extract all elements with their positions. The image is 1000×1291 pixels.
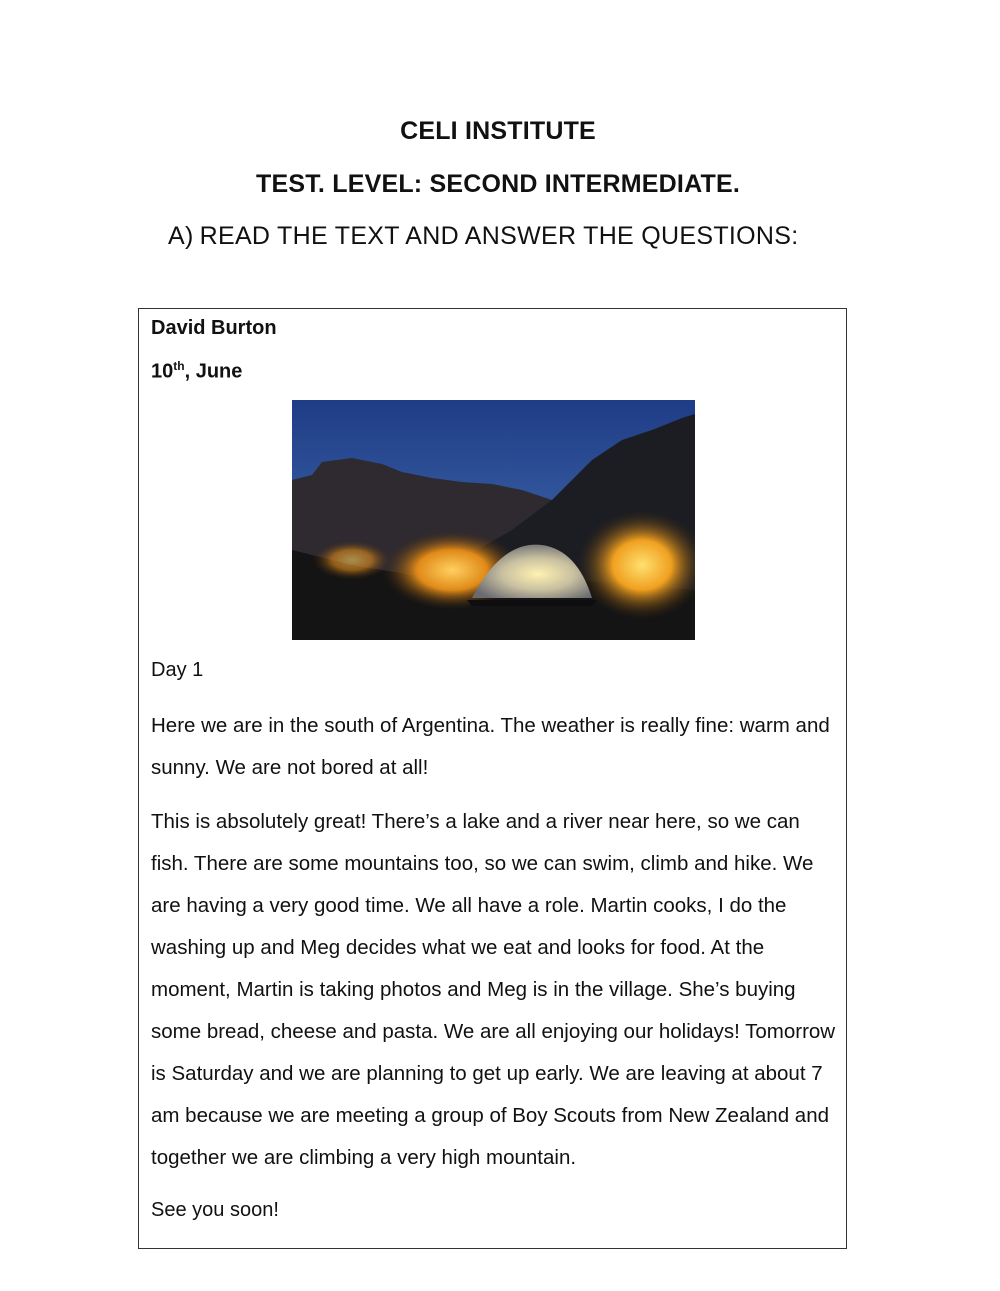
- reading-text-box: [138, 308, 847, 1249]
- camping-photo: [292, 400, 695, 640]
- instruction-letter: A): [168, 222, 194, 250]
- paragraph-1: Here we are in the south of Argentina. The weather is really fine: warm and sunny. We are not bored at all!: [151, 714, 830, 779]
- photo-bush-far: [312, 540, 392, 580]
- institute-title: CELI INSTITUTE: [400, 117, 596, 145]
- instruction-text: READ THE TEXT AND ANSWER THE QUESTIONS:: [199, 222, 799, 250]
- date-day: 10: [151, 360, 174, 383]
- paragraph-2: This is absolutely great! There’s a lake and a river near here, so we can fish. There are some mountains too, so we can swim, climb and hike. We are having a very good time. We all have a role. Martin cooks, I do the washing up and Meg decides what we eat and looks for food. At the moment, Martin is taking photos and Meg is in the village. She’s buying some bread, cheese and pasta. We are all enjoying our holidays! Tomorrow is Saturday and we are planning to get up early. We are leaving at about 7 am because we are meeting a group of Boy Scouts from New Zealand and together we are climbing a very high mountain.: [151, 810, 836, 1169]
- sign-off: See you soon!: [151, 1199, 279, 1221]
- letter-author: David Burton: [151, 317, 277, 339]
- photo-tent-shadow: [467, 600, 597, 606]
- test-level-title: TEST. LEVEL: SECOND INTERMEDIATE.: [256, 170, 740, 198]
- letter-date: [151, 359, 242, 384]
- day-label: Day 1: [151, 659, 204, 681]
- date-suffix: th: [173, 359, 185, 373]
- date-month: , June: [184, 360, 243, 383]
- instruction-heading: [168, 222, 798, 251]
